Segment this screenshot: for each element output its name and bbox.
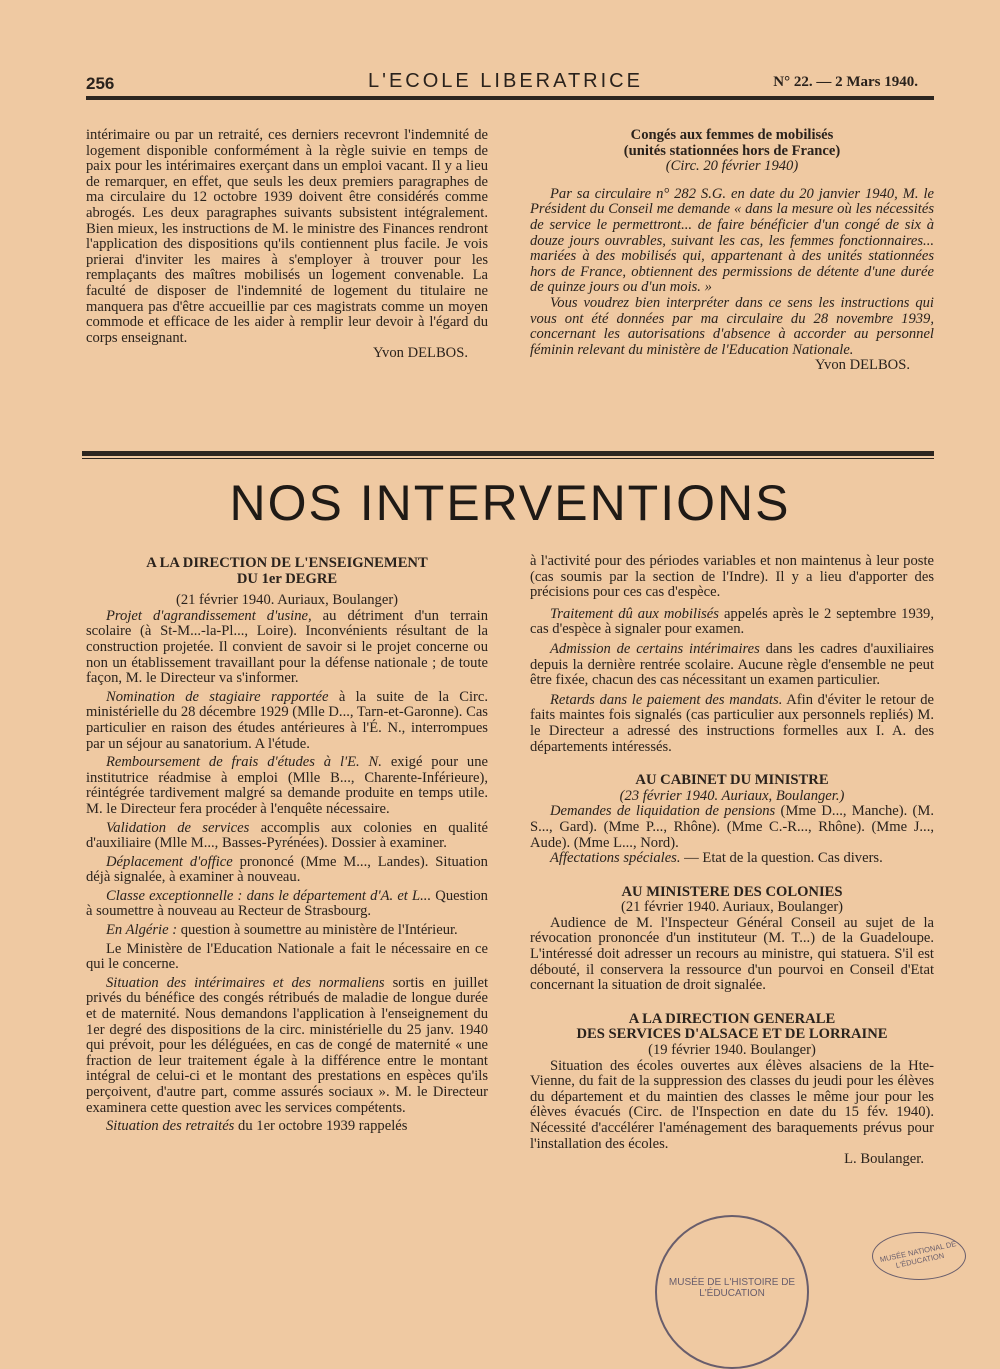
top-left-body: intérimaire ou par un retraité, ces derniers recevront l'indemnité de logement disponible conformément à la règle suivie en temps de paix pour les intérimaires exerçant dans un emploi vacant. Il y a lieu de remarquer, en effet, que seuls les deux premiers paragraphes de ma circulaire du 12 octobre 1939 doivent être considérés comme abrogés. Les deux paragraphes suivants subsistent intégralement. Bien mieux, les instructions de M. le ministre des Finances rendront l'application des dispositions qu'ils contiennent plus facile. Je vois prierai d'inviter les maires à s'employer à trouver pour les remplaçants des maîtres mobilisés un logement convenable. La faculté de disposer de l'indemnité de logement du titulaire ne manquera pas d'être accueillie par ces magistrats comme un moyen commode et efficace de les aider à remplir leur devoir à l'égard du corps enseignant. xyxy=(86,127,488,346)
item-lead: Déplacement d'office xyxy=(106,853,233,870)
article-para1: Par sa circulaire n° 282 S.G. en date du 20 janvier 1940, M. le Président du Conseil me demande « dans la mesure où les nécessités de service le permettront... de faire bénéficier d'un congé de six à douze jours ouvrables, suivant les cas, les femmes fonctionnaires... mariées à des mobilisés qui, appartenant à des unités stationnées hors de France, obtiennent des permissions de détente d'une durée de quinze jours ou d'un mois. » xyxy=(530,185,934,296)
item-text: question à soumettre au ministère de l'Intérieur. xyxy=(177,922,458,939)
page-header xyxy=(86,70,934,96)
item-lead: En Algérie : xyxy=(106,922,178,939)
issue-date: N° 22. — 2 Mars 1940. xyxy=(773,74,918,90)
article-title-line1: Congés aux femmes de mobilisés xyxy=(630,127,834,143)
item-text: sortis en juillet privés du bénéfice des congés rétribués de maladie de longue durée et de maternité. Nous demandons l'application à l'enseignement du 1er degré des dispositions de la circ. ministérielle du 25 janv. 1940 qui prévoit, pour les déléguées, en cas de congé de maternité « une fraction de leur traitement égale à la différence entre le montant intégral de celui-ci et le montant des prestations en espèces qu'ils perçoivent, d'autre part, comme assurés sociaux ». M. le Directeur examinera cette question avec les services compétents. xyxy=(86,974,488,1116)
top-left-signature: Yvon DELBOS. xyxy=(372,345,468,362)
colonies-text: Audience de M. l'Inspecteur Général Conseil au sujet de la révocation prononcée d'un instituteur (M. T...) de la Guadeloupe. L'intéressé doit adresser un recours au ministre, qui statuera. S'il est débouté, il conservera la ressource d'un pourvoi en Conseil d'Etat concernant la situation de droit signalée. xyxy=(530,914,934,994)
item-lead: Traitement dû aux mobilisés xyxy=(550,605,719,622)
intervention-item xyxy=(530,851,934,867)
left-column xyxy=(86,556,488,1138)
cabinet-items xyxy=(530,804,934,866)
item-text: au détriment d'un terrain scolaire (à St-M...-la-Pl..., Loire). Inconvénients résultant de la construction projetée. Il convient de savoir si le projet concerne ou non un établissement travaillant pour la défense nationale ; de toute façon, M. le Directeur va s'informer. xyxy=(86,607,488,687)
article-title-line2: (unités stationnées hors de France) xyxy=(623,142,841,159)
top-left-article xyxy=(86,128,488,362)
left-items xyxy=(86,609,488,1135)
intervention-item xyxy=(86,889,488,920)
top-right-article xyxy=(530,128,934,374)
item-lead: Remboursement de frais d'études à l'E. N. xyxy=(106,754,382,771)
item-lead: Admission de certains intérimaires xyxy=(550,640,760,657)
alsace-head2: DES SERVICES D'ALSACE ET DE LORRAINE xyxy=(576,1026,888,1043)
intervention-item xyxy=(86,609,488,687)
item-lead: Situation des retraités xyxy=(106,1118,235,1135)
item-text: à la suite de la Circ. ministérielle du 28 décembre 1929 (Mlle D..., Tarn-et-Garonne). Cas particulier en raison des études antérieures à l'É. N., interrompues par un séjour au sanatorium. A l'étude. xyxy=(86,688,488,752)
national-museum-stamp xyxy=(872,1232,966,1280)
article-circ: (Circ. 20 février 1940) xyxy=(665,158,799,175)
item-text: exigé pour une institutrice réadmise à emploi (Mlle B..., Charente-Inférieure), réintégrée tardivement malgré sa demande produite en temps utile. M. le Directeur fera procéder à l'enquête nécessaire. xyxy=(86,754,489,817)
colonies-sub: (21 février 1940. Auriaux, Boulanger) xyxy=(620,899,844,916)
top-right-signature: Yvon DELBOS. xyxy=(814,357,910,374)
intervention-item xyxy=(86,976,488,1116)
intervention-item xyxy=(86,755,488,817)
item-text: accomplis aux colonies en qualité d'auxiliaire (Mlle M..., Basses-Pyrénées). Dossier à examiner. xyxy=(86,819,488,852)
item-lead: Nomination de stagiaire rapportée xyxy=(106,688,329,705)
right-items xyxy=(530,607,934,755)
item-lead: Demandes de liquidation de pensions xyxy=(550,803,776,820)
museum-stamp-text: MUSÉE DE L'HISTOIRE DE L'ÉDUCATION xyxy=(668,1277,796,1299)
section-head-degree: DU 1er DEGRE xyxy=(236,570,338,587)
intervention-item xyxy=(86,690,488,752)
section-rule xyxy=(82,451,934,456)
right-continuation: à l'activité pour des périodes variables et non maintenus à leur poste (cas soumis par la section de l'Indre). Il y a lieu d'apporter des précisions pour ces cas d'espèce. xyxy=(530,553,934,601)
colonies-head: AU MINISTERE DES COLONIES xyxy=(621,883,843,900)
item-text: — Etat de la question. Cas divers. xyxy=(680,850,883,867)
intervention-item xyxy=(86,855,488,886)
item-text: du 1er octobre 1939 rappelés xyxy=(234,1118,408,1135)
alsace-head1: A LA DIRECTION GENERALE xyxy=(628,1010,836,1027)
item-text: Le Ministère de l'Education Nationale a fait le nécessaire en ce qui le concerne. xyxy=(86,940,488,973)
item-text: dans les cadres d'auxiliaires depuis la dernière rentrée scolaire. Aucune règle d'ensemble ne peut être fixée, chacun des cas nécessitant un examen particulier. xyxy=(530,640,934,689)
intervention-item xyxy=(86,942,488,973)
intervention-item xyxy=(530,804,934,851)
item-text: Afin d'éviter le retour de faits maintes fois signalés (cas particulier aux personnels repliés) M. le Directeur a adressé des instructions formelles aux I. A. des départements intéressés. xyxy=(530,691,934,755)
section-sub: (21 février 1940. Auriaux, Boulanger) xyxy=(175,592,399,609)
intervention-item xyxy=(86,821,488,852)
journal-title: L'ECOLE LIBERATRICE xyxy=(368,70,643,92)
national-museum-stamp-text: MUSÉE NATIONAL DE L'ÉDUCATION xyxy=(879,1239,958,1270)
alsace-sub: (19 février 1940. Boulanger) xyxy=(648,1042,816,1059)
item-text: appelés après le 2 septembre 1939, cas d'espèce à signaler pour examen. xyxy=(530,605,934,638)
cabinet-head: AU CABINET DU MINISTRE xyxy=(635,772,829,789)
item-text: prononcé (Mme M..., Landes). Situation déjà signalée, à examiner à nouveau. xyxy=(86,853,488,886)
alsace-text: Situation des écoles ouvertes aux élèves alsaciens de la Hte-Vienne, du fait de la suppression des classes du jeudi pour les élèves du département et du maintien des classes le même jour pour les élèves évacués (Circ. de l'Inspection en date du 15 fév. 1940). Nécessité d'accélérer l'aménagement des baraquements prévus pour l'installation des écoles. xyxy=(530,1057,934,1152)
item-lead: Retards dans le paiement des mandats. xyxy=(550,691,783,708)
item-lead: Affectations spéciales. xyxy=(550,850,681,867)
alsace-signature: L. Boulanger. xyxy=(844,1151,924,1168)
intervention-item xyxy=(530,642,934,689)
main-title: NOS INTERVENTIONS xyxy=(229,475,791,531)
item-lead: Validation de services xyxy=(106,819,250,836)
header-rule xyxy=(86,96,934,100)
article-para2: Vous voudrez bien interpréter dans ce sens les instructions qui vous ont été données par ma circulaire du 28 novembre 1939, concernant les autorisations d'absence à accorder au personnel féminin relevant du ministère de l'Education Nationale. xyxy=(530,294,934,358)
section-head-direction: A LA DIRECTION DE L'ENSEIGNEMENT xyxy=(146,555,428,571)
cabinet-sub: (23 février 1940. Auriaux, Boulanger.) xyxy=(619,787,845,804)
intervention-item xyxy=(86,923,488,939)
item-lead: Projet d'agrandissement d'usine, xyxy=(106,607,312,624)
section-rule-thin xyxy=(82,458,934,459)
intervention-item xyxy=(530,607,934,638)
page-number: 256 xyxy=(86,74,115,93)
item-lead: Situation des intérimaires et des normaliens xyxy=(106,974,385,991)
museum-stamp xyxy=(655,1215,809,1369)
right-column xyxy=(530,554,934,1168)
item-text: Question à soumettre à nouveau au Recteur de Strasbourg. xyxy=(86,887,488,920)
intervention-item xyxy=(86,1119,488,1135)
item-lead: Classe exceptionnelle : dans le département d'A. et L... xyxy=(106,887,432,904)
item-text: (Mme D..., Manche). (M. S..., Gard). (Mme P..., Rhône). (Mme C.-R..., Rhône). (Mme J..., Aude). (Mme L..., Nord). xyxy=(530,803,934,851)
intervention-item xyxy=(530,693,934,755)
